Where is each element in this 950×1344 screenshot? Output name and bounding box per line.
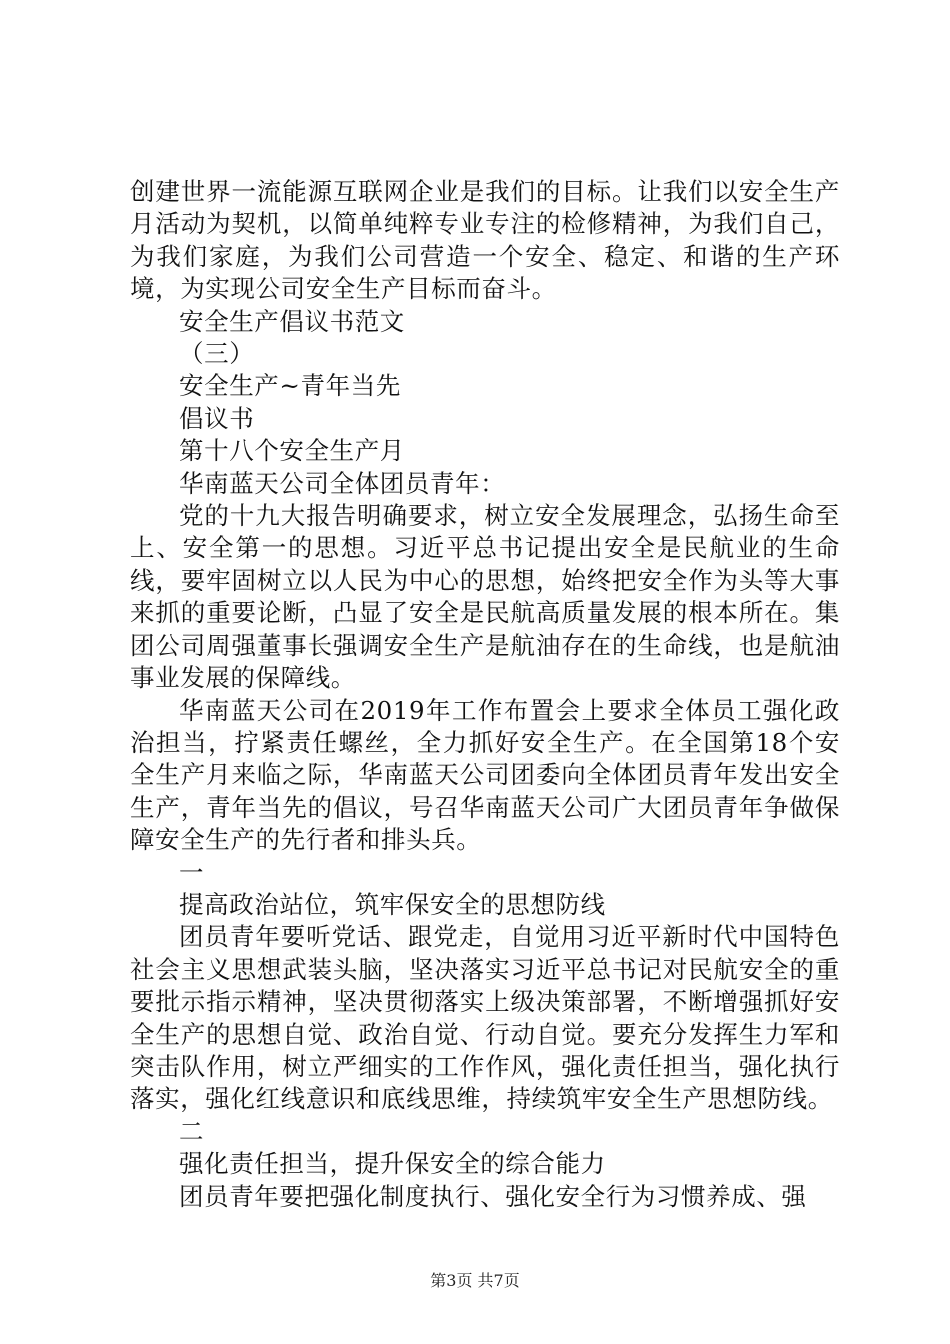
paragraph: 创建世界一流能源互联网企业是我们的目标。让我们以安全生产月活动为契机，以简单纯粹专业专注的检修精神，为我们自己，为我们家庭，为我们公司营造一个安全、稳定、和谐的生产环境，为实现公司安全生产目标而奋斗。 xyxy=(130,177,840,304)
section-title: 安全生产倡议书范文 xyxy=(179,306,405,336)
section-number: （三） xyxy=(179,339,255,369)
page-footer xyxy=(0,1271,950,1291)
item-number: 一 xyxy=(179,857,205,887)
heading-safety-month: 第十八个安全生产月 xyxy=(179,436,405,466)
salutation: 华南蓝天公司全体团员青年： xyxy=(179,468,506,498)
heading-proposal: 倡议书 xyxy=(179,403,255,433)
paragraph: 华南蓝天公司在2019年工作布置会上要求全体员工强化政治担当，拧紧责任螺丝，全力抓好安全生产。在全国第18个安全生产月来临之际，华南蓝天公司团委向全体团员青年发出安全生产，青年当先的倡议，号召华南蓝天公司广大团员青年争做保障安全生产的先行者和排头兵。 xyxy=(130,695,840,855)
item-number: 二 xyxy=(179,1116,205,1146)
item-heading: 提高政治站位，筑牢保安全的思想防线 xyxy=(179,889,606,919)
paragraph: 党的十九大报告明确要求，树立安全发展理念，弘扬生命至上、安全第一的思想。习近平总书记提出安全是民航业的生命线，要牢固树立以人民为中心的思想，始终把安全作为头等大事来抓的重要论断，凸显了安全是民航高质量发展的根本所在。集团公司周强董事长强调安全生产是航油存在的生命线，也是航油事业发展的保障线。 xyxy=(130,501,840,693)
item-heading: 强化责任担当，提升保安全的综合能力 xyxy=(179,1149,606,1179)
page-number: 第3页 共7页 xyxy=(430,1271,520,1290)
heading-slogan: 安全生产~青年当先 xyxy=(179,371,401,401)
paragraph: 团员青年要听党话、跟党走，自觉用习近平新时代中国特色社会主义思想武装头脑，坚决落实习近平总书记对民航安全的重要批示指示精神，坚决贯彻落实上级决策部署，不断增强抓好安全生产的思想自觉、政治自觉、行动自觉。要充分发挥生力军和突击队作用，树立严细实的工作作风，强化责任担当，强化执行落实，强化红线意识和底线思维，持续筑牢安全生产思想防线。 xyxy=(130,922,840,1114)
paragraph: 团员青年要把强化制度执行、强化安全行为习惯养成、强 xyxy=(179,1181,807,1211)
document-body xyxy=(130,176,840,1213)
